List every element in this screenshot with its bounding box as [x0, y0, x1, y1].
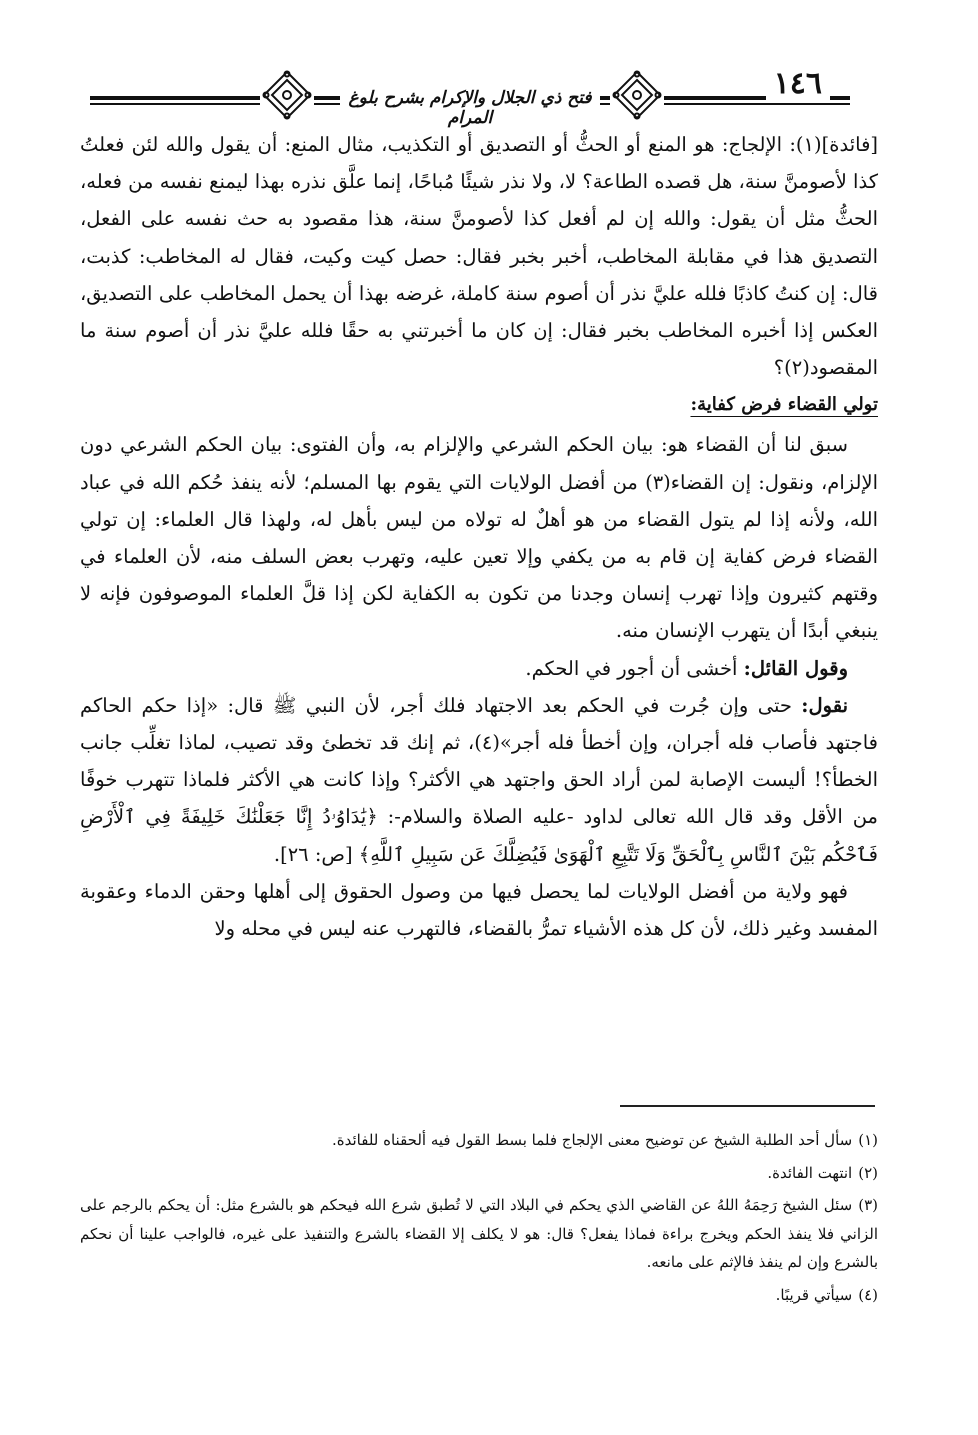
footnote-text: سئل الشيخ رَحِمَهُ اللهُ عن القاضي الذي يحكم في البلاد التي لا تُطبق شرع الله فيحكم هو بالشرع مثل: أن يحكم بالرجم على الزاني فلا ينفذ الحكم ويخرج براءة فماذا يفعل؟ قال: هو لا يكلف إلا القضاء بالشرع والتنفيذ على غيره، فالواجب علينا أن نحكم بالشرع وإن لم ينفذ فالإثم على مانعه. [80, 1196, 878, 1271]
running-title: فتح ذي الجلال والإكرام بشرح بلوغ المرام [340, 88, 600, 128]
right-ornament-icon [610, 68, 664, 122]
reply-text: حتى وإن جُرت في الحكم بعد الاجتهاد فلك أجر، لأن النبي ﷺ قال: «إذا حكم الحاكم فاجتهد فأصاب فله أجران، وإن أخطأ فله أجر»(٤)، ثم إنك قد تخطئ وقد تصيب، لماذا تغلِّب جانب الخطأ؟! أليست الإصابة لمن أراد الحق واجتهد هي الأكثر؟ وإذا كانت هي الأكثر فلماذا تتهرب خوفًا من الأقل وقد قال الله تعالى لداود -عليه الصلاة والسلام-: ﴿يَٰدَاوُۥدُ إِنَّا جَعَلْنَٰكَ خَلِيفَةً فِي ٱلْأَرْضِ فَٱحْكُم بَيْنَ ٱلنَّاسِ بِٱلْحَقِّ وَلَا تَتَّبِعِ ٱلْهَوَىٰ فَيُضِلَّكَ عَن سَبِيلِ ٱللَّهِ﴾ [ص: ٢٦]. [80, 693, 878, 866]
footnote-divider [620, 1105, 875, 1107]
footnote-number: (١) [858, 1131, 878, 1149]
reply-lead: نقول: [801, 693, 848, 717]
footnote-number: (٢) [858, 1163, 878, 1182]
footnotes [80, 1126, 878, 1313]
footnote [80, 1159, 878, 1188]
paragraph-judiciary: سبق لنا أن القضاء هو: بيان الحكم الشرعي والإلزام به، وأن الفتوى: بيان الحكم الشرعي دون الإلزام، ونقول: إن القضاء(٣) من أفضل الولايات التي يقوم بها المسلم؛ لأنه ينفذ حُكم الله في عباد الله، ولأنه إذا لم يتول القضاء من هو أهلٌ له تولاه من ليس بأهل له، ولهذا قال العلماء: إن تولي القضاء فرض كفاية إن قام به من يكفي وإلا تعين عليه، وتهرب بعض السلف منه، لأن العلماء في وقتهم كثيرون وإذا تهرب إنسان وجدنا من تكون به الكفاية لكن إذا قلَّ العلماء الموصوفون فإنه لا ينبغي أبدًا أن يتهرب الإنسان منه. [80, 433, 878, 643]
footnote-text: انتهت الفائدة. [767, 1163, 853, 1182]
footnote-number: (٣) [858, 1196, 878, 1214]
page-number: ١٤٦ [766, 66, 830, 101]
footnote [80, 1191, 878, 1277]
footnote [80, 1126, 878, 1155]
paragraph-faida: [فائدة](١): الإلجاج: هو المنع أو الحثُّ أو التصديق أو التكذيب، مثال المنع: أن يقول والله لئن فعلتُ كذا لأصومنَّ سنة، هل قصده الطاعة؟ لا، ولا نذر شيئًا مُباحًا، إنما علَّق نذره بهذا ليمنع نفسه من فعله، الحثُّ مثل أن يقول: والله إن لم أفعل كذا لأصومنَّ سنة، هذا مقصود به حث نفسه على الفعل، التصديق هذا في مقابلة المخاطب، أخبر بخبر فقال: حصل كيت وكيت، فقال له المخاطب: كذبت، قال: إن كنتُ كاذبًا فلله عليَّ نذر أن أصوم سنة كاملة، غرضه بهذا أن يحمل المخاطب على التصديق، العكس إذا أخبره المخاطب بخبر فقال: إن كان ما أخبرتني به حقًا فلله عليَّ نذر أن أصوم سنة ما المقصود(٢)؟ [80, 133, 878, 380]
footnote [80, 1281, 878, 1310]
saying-lead: وقول القائل: [743, 656, 848, 680]
paragraph-conclusion: فهو ولاية من أفضل الولايات لما يحصل فيها من وصول الحقوق إلى أهلها وحقن الدماء وعقوبة المفسد وغير ذلك، لأن كل هذه الأشياء تمرُّ بالقضاء، فالتهرب عنه ليس في محله ولا [80, 879, 878, 941]
footnote-number: (٤) [858, 1285, 878, 1304]
footnote-text: سيأتي قريبًا. [775, 1285, 853, 1304]
saying-text: أخشى أن أجور في الحكم. [525, 656, 738, 680]
page-header [70, 60, 870, 128]
paragraph-saying [80, 650, 878, 687]
main-text [80, 126, 878, 947]
left-ornament-icon [260, 68, 314, 122]
section-heading: تولي القضاء فرض كفاية: [690, 394, 878, 416]
footnote-text: سأل أحد الطلبة الشيخ عن توضيح معنى الإلجاج فلما بسط القول فيه ألحقناه للفائدة. [331, 1131, 853, 1149]
paragraph-reply [80, 687, 878, 873]
